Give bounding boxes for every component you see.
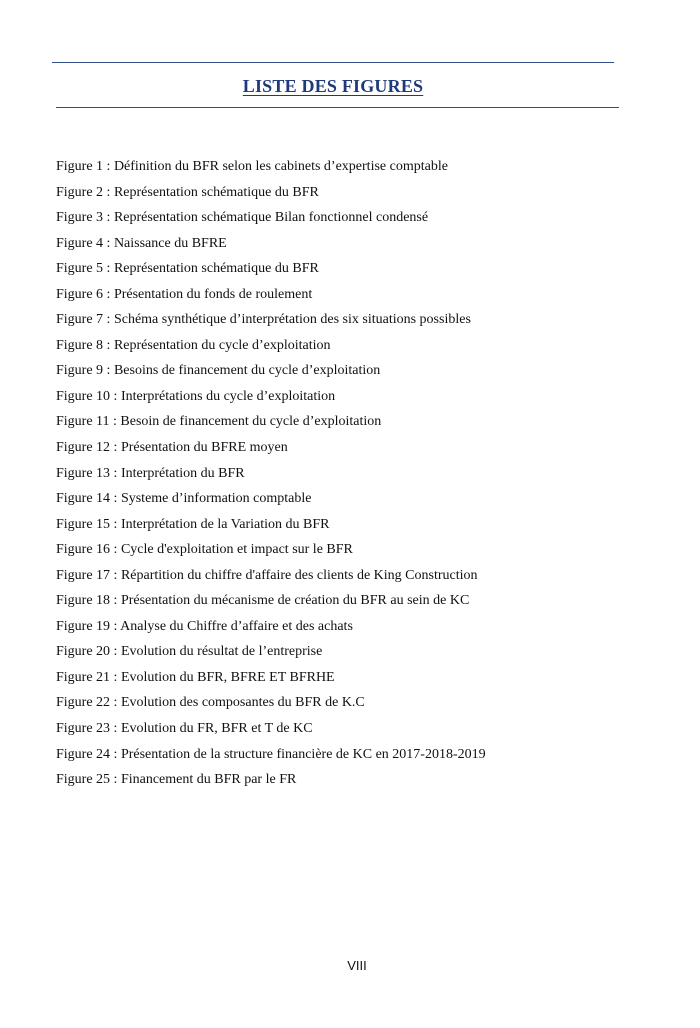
figure-entry-6: Figure 6 : Présentation du fonds de roulement <box>56 286 313 302</box>
figure-entry-2: Figure 2 : Représentation schématique du BFR <box>56 184 319 200</box>
title-rule-top <box>52 62 614 63</box>
figure-entry-4: Figure 4 : Naissance du BFRE <box>56 235 227 251</box>
figure-entry-7: Figure 7 : Schéma synthétique d’interprétation des six situations possibles <box>56 312 471 328</box>
page-title: LISTE DES FIGURES <box>242 76 424 96</box>
figure-entry-15: Figure 15 : Interprétation de la Variation du BFR <box>56 516 330 532</box>
figure-entry-24: Figure 24 : Présentation de la structure financière de KC en 2017-2018-2019 <box>56 746 486 762</box>
figure-list <box>56 157 656 796</box>
figure-entry-20: Figure 20 : Evolution du résultat de l’entreprise <box>56 644 323 660</box>
figure-entry-18: Figure 18 : Présentation du mécanisme de création du BFR au sein de KC <box>56 593 470 609</box>
figure-entry-10: Figure 10 : Interprétations du cycle d’exploitation <box>56 388 336 404</box>
figure-entry-5: Figure 5 : Représentation schématique du BFR <box>56 261 319 277</box>
figure-entry-19: Figure 19 : Analyse du Chiffre d’affaire et des achats <box>56 618 353 634</box>
figure-entry-11: Figure 11 : Besoin de financement du cycle d’exploitation <box>56 414 382 430</box>
figure-entry-22: Figure 22 : Evolution des composantes du BFR de K.C <box>56 695 365 711</box>
title-rule-bottom <box>56 107 619 108</box>
figure-entry-1: Figure 1 : Définition du BFR selon les cabinets d’expertise comptable <box>56 159 448 174</box>
figure-entry-9: Figure 9 : Besoins de financement du cycle d’exploitation <box>56 363 381 379</box>
figure-entry-8: Figure 8 : Représentation du cycle d’exploitation <box>56 337 331 353</box>
figure-entry-12: Figure 12 : Présentation du BFRE moyen <box>56 440 288 456</box>
figure-entry-25: Figure 25 : Financement du BFR par le FR <box>56 772 297 788</box>
figure-entry-23: Figure 23 : Evolution du FR, BFR et T de KC <box>56 721 313 737</box>
page-number: VIII <box>347 958 367 973</box>
figure-entry-16: Figure 16 : Cycle d'exploitation et impact sur le BFR <box>56 542 353 558</box>
figure-entry-21: Figure 21 : Evolution du BFR, BFRE ET BFRHE <box>56 669 335 685</box>
figure-entry-17: Figure 17 : Répartition du chiffre d'affaire des clients de King Construction <box>56 567 478 583</box>
figure-entry-3: Figure 3 : Représentation schématique Bilan fonctionnel condensé <box>56 210 429 226</box>
figure-entry-13: Figure 13 : Interprétation du BFR <box>56 465 245 481</box>
figure-entry-14: Figure 14 : Systeme d’information comptable <box>56 491 312 507</box>
